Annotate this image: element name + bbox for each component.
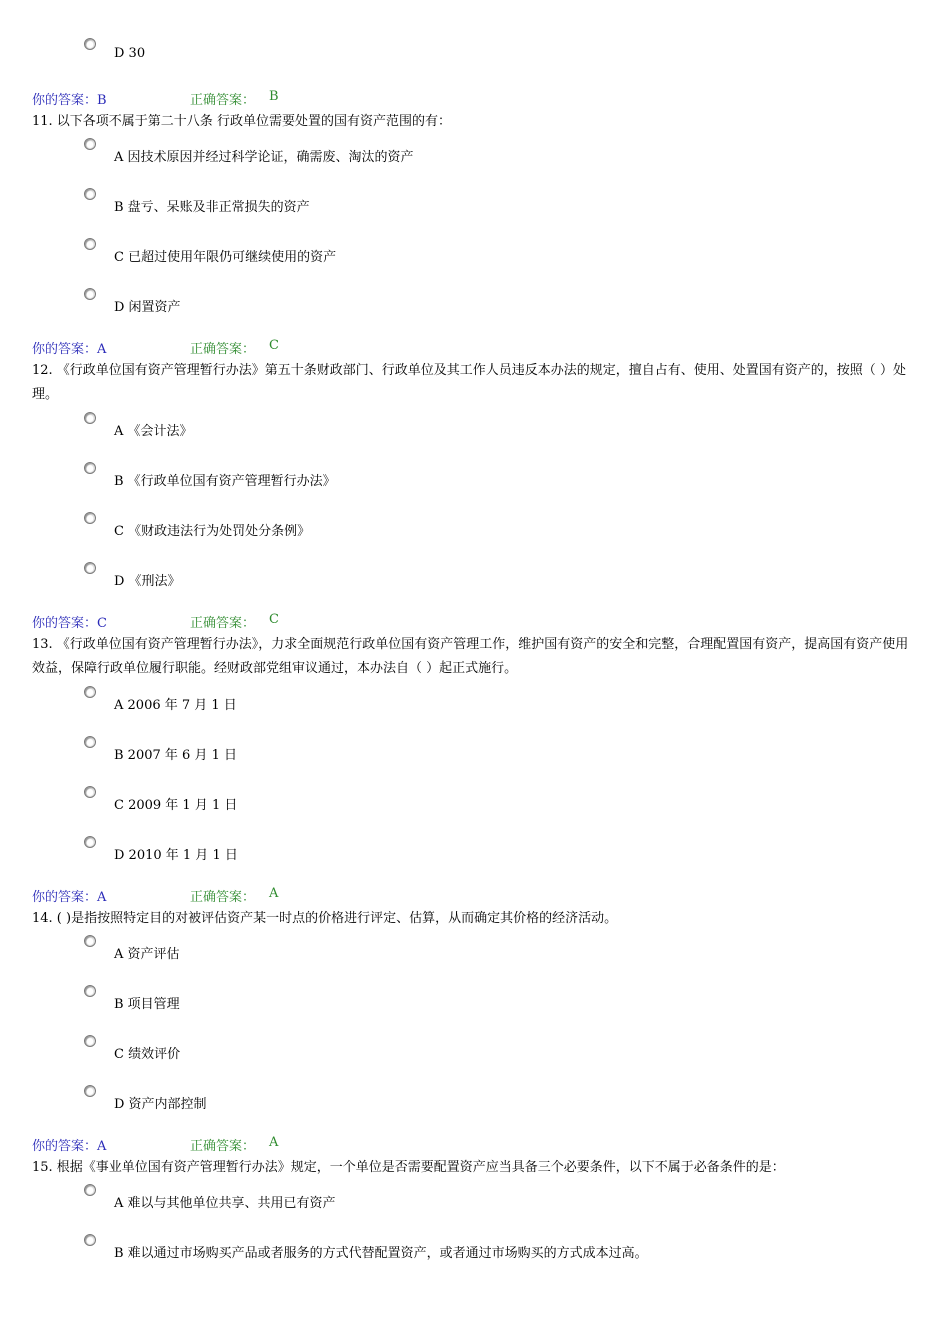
your-answer-value: B: [97, 93, 107, 108]
correct-answer-label: 正确答案：: [190, 342, 256, 357]
radio-button[interactable]: [84, 1234, 96, 1246]
option-label: B 难以通过市场购买产品或者服务的方式代替配置资产，或者通过市场购买的方式成本过高。: [114, 1246, 648, 1261]
your-answer-value: A: [97, 1139, 107, 1154]
option-label: A 《会计法》: [114, 424, 193, 439]
your-answer-label: 你的答案：: [32, 616, 98, 631]
radio-button[interactable]: [84, 238, 96, 250]
correct-answer-value: A: [269, 886, 279, 901]
option-label: C 已超过使用年限仍可继续使用的资产: [114, 250, 337, 265]
option-label: B 《行政单位国有资产管理暂行办法》: [114, 474, 336, 489]
question-13-text: 13. 《行政单位国有资产管理暂行办法》，力求全面规范行政单位国有资产管理工作，维护国有资产的安全和完整，合理配置国有资产，提高国有资产使用效益，保障行政单位履行职能。经财政部党组审议通过，本办法自（ ）起正式施行。: [32, 637, 909, 676]
your-answer-value: A: [97, 342, 107, 357]
radio-button[interactable]: [84, 985, 96, 997]
option-label: D 《刑法》: [114, 574, 181, 589]
radio-button[interactable]: [84, 288, 96, 300]
radio-button[interactable]: [84, 38, 96, 50]
radio-button[interactable]: [84, 562, 96, 574]
radio-button[interactable]: [84, 138, 96, 150]
answer-row-q11: [32, 338, 279, 357]
radio-button[interactable]: [84, 786, 96, 798]
question-14-text: 14. ( )是指按照特定目的对被评估资产某一时点的价格进行评定、估算，从而确定其价格的经济活动。: [32, 911, 618, 926]
correct-answer-label: 正确答案：: [190, 616, 256, 631]
your-answer-label: 你的答案：: [32, 890, 98, 905]
question-12-text: 12. 《行政单位国有资产管理暂行办法》第五十条财政部门、行政单位及其工作人员违反本办法的规定，擅自占有、使用、处置国有资产的，按照（ ）处理。: [32, 363, 906, 402]
your-answer-value: A: [97, 890, 107, 905]
radio-button[interactable]: [84, 1184, 96, 1196]
option-label: B 盘亏、呆账及非正常损失的资产: [114, 200, 310, 215]
option-label: B 项目管理: [114, 997, 180, 1012]
radio-button[interactable]: [84, 188, 96, 200]
answer-row-q13: [32, 886, 279, 905]
option-label: D 2010 年 1 月 1 日: [114, 848, 238, 863]
correct-answer-value: C: [269, 338, 279, 353]
option-label: D 30: [114, 46, 146, 61]
your-answer-label: 你的答案：: [32, 1139, 98, 1154]
radio-button[interactable]: [84, 1085, 96, 1097]
option-label: A 资产评估: [114, 947, 180, 962]
radio-button[interactable]: [84, 512, 96, 524]
option-label: C 2009 年 1 月 1 日: [114, 798, 238, 813]
correct-answer-value: B: [269, 89, 279, 104]
option-label: D 闲置资产: [114, 300, 181, 315]
radio-button[interactable]: [84, 1035, 96, 1047]
radio-button[interactable]: [84, 412, 96, 424]
option-label: C 绩效评价: [114, 1047, 181, 1062]
radio-button[interactable]: [84, 836, 96, 848]
option-label: A 难以与其他单位共享、共用已有资产: [114, 1196, 336, 1211]
radio-button[interactable]: [84, 686, 96, 698]
option-label: C 《财政违法行为处罚处分条例》: [114, 524, 311, 539]
your-answer-value: C: [97, 616, 107, 631]
correct-answer-value: A: [269, 1135, 279, 1150]
option-label: D 资产内部控制: [114, 1097, 207, 1112]
radio-button[interactable]: [84, 462, 96, 474]
option-label: A 2006 年 7 月 1 日: [114, 698, 237, 713]
correct-answer-label: 正确答案：: [190, 1139, 256, 1154]
correct-answer-label: 正确答案：: [190, 93, 256, 108]
option-label: A 因技术原因并经过科学论证，确需废、淘汰的资产: [114, 150, 414, 165]
answer-row-q12: [32, 612, 279, 631]
correct-answer-label: 正确答案：: [190, 890, 256, 905]
radio-button[interactable]: [84, 736, 96, 748]
answer-row-q14: [32, 1135, 279, 1154]
your-answer-label: 你的答案：: [32, 93, 98, 108]
answer-row-q10: [32, 89, 279, 108]
question-15-text: 15. 根据《事业单位国有资产管理暂行办法》规定，一个单位是否需要配置资产应当具备三个必要条件，以下不属于必备条件的是：: [32, 1160, 785, 1175]
correct-answer-value: C: [269, 612, 279, 627]
question-11-text: 11. 以下各项不属于第二十八条 行政单位需要处置的国有资产范围的有：: [32, 114, 451, 129]
option-label: B 2007 年 6 月 1 日: [114, 748, 237, 763]
radio-button[interactable]: [84, 935, 96, 947]
your-answer-label: 你的答案：: [32, 342, 98, 357]
